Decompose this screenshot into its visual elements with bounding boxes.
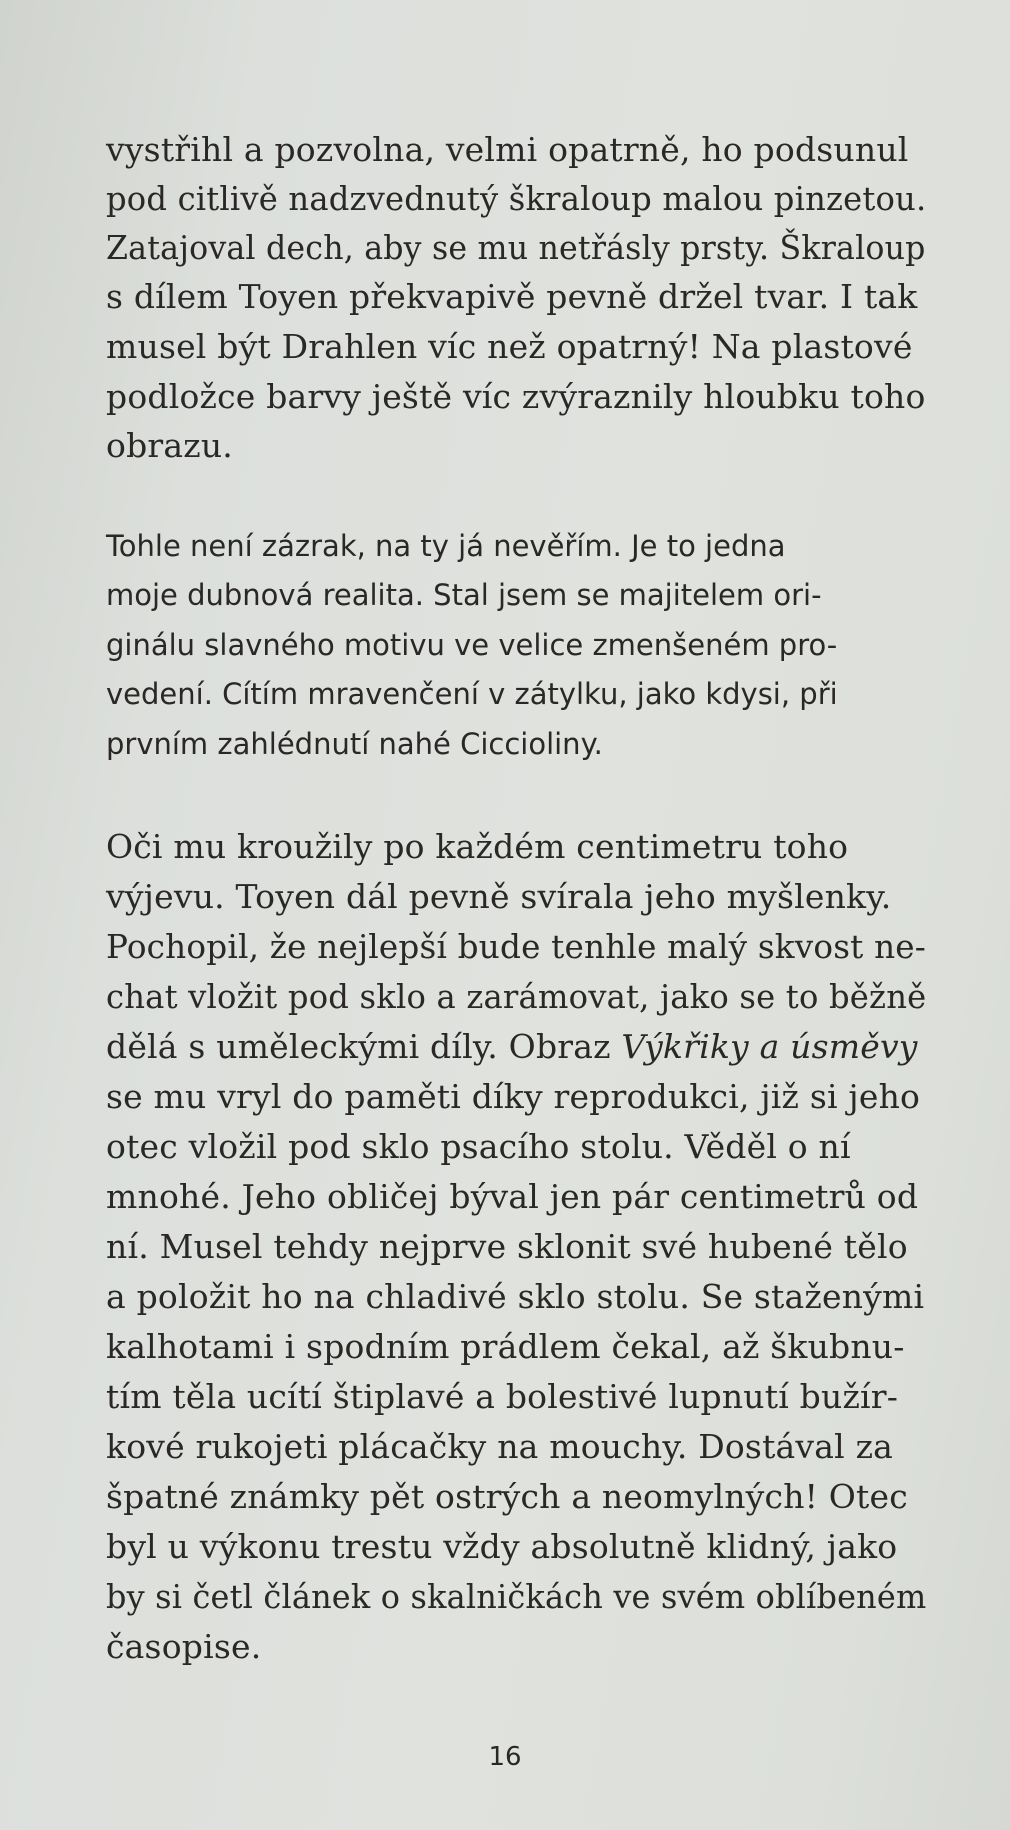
artwork-title: Výkřiky a úsměvy xyxy=(621,1027,918,1066)
paragraph-1-line: obrazu. xyxy=(106,426,233,465)
paragraph-3-line: kalhotami i spodním prádlem čekal, až škubnu- xyxy=(106,1327,905,1366)
paragraph-3-line: by si četl článek o skalničkách ve svém oblíbeném xyxy=(106,1577,927,1616)
paragraph-3-line: časopise. xyxy=(106,1627,262,1666)
paragraph-3-line: špatné známky pět ostrých a neomylných! Otec xyxy=(106,1477,908,1516)
paragraph-2-line: Tohle není zázrak, na ty já nevěřím. Je to jedna xyxy=(106,529,786,563)
paragraph-2-line: moje dubnová realita. Stal jsem se majitelem ori- xyxy=(106,578,822,612)
paragraph-1-line: Zatajoval dech, aby se mu netřásly prsty. Škraloup xyxy=(106,228,926,267)
paragraph-3-line: kové rukojeti plácačky na mouchy. Dostával za xyxy=(106,1427,894,1466)
paragraph-3-line: a položit ho na chladivé sklo stolu. Se staženými xyxy=(106,1277,925,1316)
paragraph-3-line xyxy=(106,1027,926,1066)
paragraph-3-line: byl u výkonu trestu vždy absolutně klidný, jako xyxy=(106,1527,898,1566)
paragraph-2-line: ginálu slavného motivu ve velice zmenšeném pro- xyxy=(106,628,838,662)
paragraph-3-line: mnohé. Jeho obličej býval jen pár centimetrů od xyxy=(106,1177,919,1216)
paragraph-3-line: tím těla ucítí štiplavé a bolestivé lupnutí bužír- xyxy=(106,1377,899,1416)
paragraph-3-line: Oči mu kroužily po každém centimetru toho xyxy=(106,827,849,866)
paragraph-3-line: otec vložil pod sklo psacího stolu. Věděl o ní xyxy=(106,1127,851,1166)
paragraph-1-line: musel být Drahlen víc než opatrný! Na plastové xyxy=(106,327,913,366)
paragraph-1-line: s dílem Toyen překvapivě pevně držel tvar. I tak xyxy=(106,277,918,316)
paragraph-1-line: vystřihl a pozvolna, velmi opatrně, ho podsunul xyxy=(106,130,909,169)
paragraph-3-line: chat vložit pod sklo a zarámovat, jako se to běžně xyxy=(106,977,927,1016)
paragraph-2-line: prvním zahlédnutí nahé Ciccioliny. xyxy=(106,727,603,761)
paragraph-1-line: pod citlivě nadzvednutý škraloup malou pinzetou. xyxy=(106,179,927,218)
paragraph-3-line: se mu vryl do paměti díky reprodukci, již si jeho xyxy=(106,1077,921,1116)
paragraph-2-line: vedení. Cítím mravenčení v zátylku, jako kdysi, při xyxy=(106,677,838,711)
paragraph-1-line: podložce barvy ještě víc zvýraznily hloubku toho xyxy=(106,377,926,416)
title-line-prefix: dělá s uměleckými díly. Obraz xyxy=(106,1027,622,1066)
paragraph-3-line: Pochopil, že nejlepší bude tenhle malý skvost ne- xyxy=(106,927,927,966)
paragraph-3-line: ní. Musel tehdy nejprve sklonit své hubené tělo xyxy=(106,1227,908,1266)
page-number: 16 xyxy=(488,1742,522,1772)
paragraph-3-line: výjevu. Toyen dál pevně svírala jeho myšlenky. xyxy=(106,877,892,916)
